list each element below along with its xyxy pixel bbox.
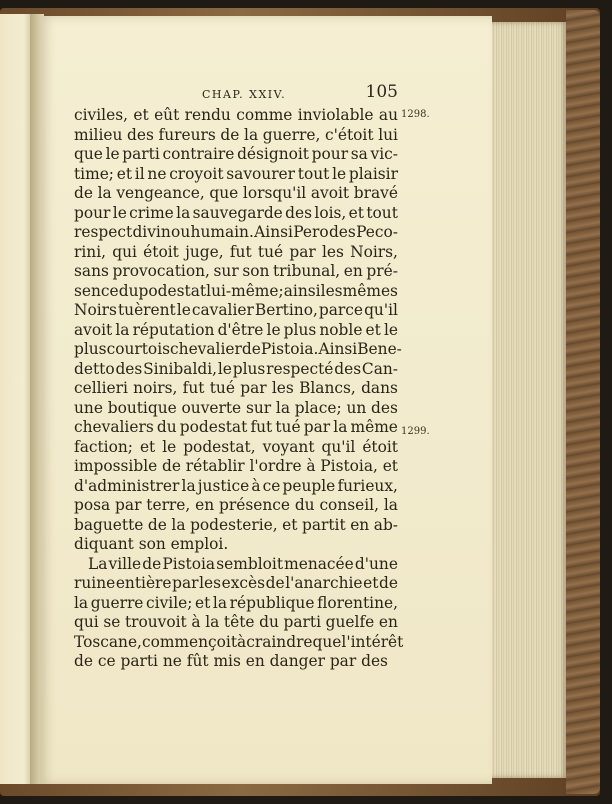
- text-line: pour le crime la sauvegarde des lois, et tout: [74, 203, 398, 222]
- page-header: [74, 82, 398, 106]
- page-number: 105: [365, 82, 398, 102]
- text-line: civiles, et eût rendu comme inviolable au: [74, 106, 398, 124]
- text-line: de ce parti ne fût mis en danger par des: [74, 652, 388, 670]
- body-text: [74, 106, 404, 672]
- text-line: respect divin ou humain. Ainsi Pero des Peco-: [74, 223, 398, 241]
- text-line: impossible de rétablir l'ordre à Pistoia, et: [74, 457, 398, 475]
- text-line: chevaliers du podestat fut tué par la même: [74, 418, 398, 436]
- text-line: faction; et le podestat, voyant qu'il étoit: [74, 437, 398, 456]
- text-line: ruine entière par les excès de l'anarchie et de: [74, 574, 398, 592]
- running-title: CHAP. XXIV.: [202, 88, 287, 101]
- text-line: Toscane, commençoit à craindre que l'intérêt: [74, 632, 404, 651]
- text-line: rini, qui étoit juge, fut tué par les Noirs,: [74, 242, 398, 261]
- text-line: detto des Sinibaldi, le plus respecté des Can-: [74, 359, 398, 378]
- text-line: qui se trouvoit à la tête du parti guelfe en: [74, 613, 398, 631]
- text-line: que le parti contraire désignoit pour sa vic-: [74, 145, 398, 163]
- margin-year-note: 1298.: [401, 109, 430, 120]
- text-line: La ville de Pistoia sembloit menacée d'une: [88, 554, 398, 573]
- text-line: milieu des fureurs de la guerre, c'étoit lui: [74, 125, 398, 144]
- text-line: une boutique ouverte sur la place; un des: [74, 398, 398, 417]
- text-line: posa par terre, en présence du conseil, la: [74, 496, 398, 514]
- text-line: sans provocation, sur son tribunal, en pré-: [74, 262, 398, 280]
- text-line: de la vengeance, que lorsqu'il avoit bravé: [74, 184, 398, 202]
- text-line: plus courtois chevalier de Pistoia. Ainsi Bene-: [74, 340, 402, 358]
- text-line: diquant son emploi.: [74, 535, 229, 553]
- text-line: Noirs tuèrent le cavalier Bertino, parce qu'il: [74, 301, 398, 319]
- marbled-cover-edge: [566, 10, 600, 794]
- text-line: sence du podestat lui-même; ainsi les mêmes: [74, 281, 398, 300]
- text-line: cellieri noirs, fut tué par les Blancs, dans: [74, 379, 398, 397]
- text-line: d'administrer la justice à ce peuple furieux,: [74, 476, 398, 495]
- facing-page-edge: [0, 14, 34, 784]
- margin-year-note: 1299.: [401, 426, 430, 437]
- text-line: time; et il ne croyoit savourer tout le plaisir: [74, 164, 398, 183]
- text-line: baguette de la podesterie, et partit en ab-: [74, 515, 398, 534]
- text-line: avoit la réputation d'être le plus noble et le: [74, 320, 398, 339]
- page-edges: [492, 22, 568, 778]
- text-line: la guerre civile; et la république florentine,: [74, 593, 398, 612]
